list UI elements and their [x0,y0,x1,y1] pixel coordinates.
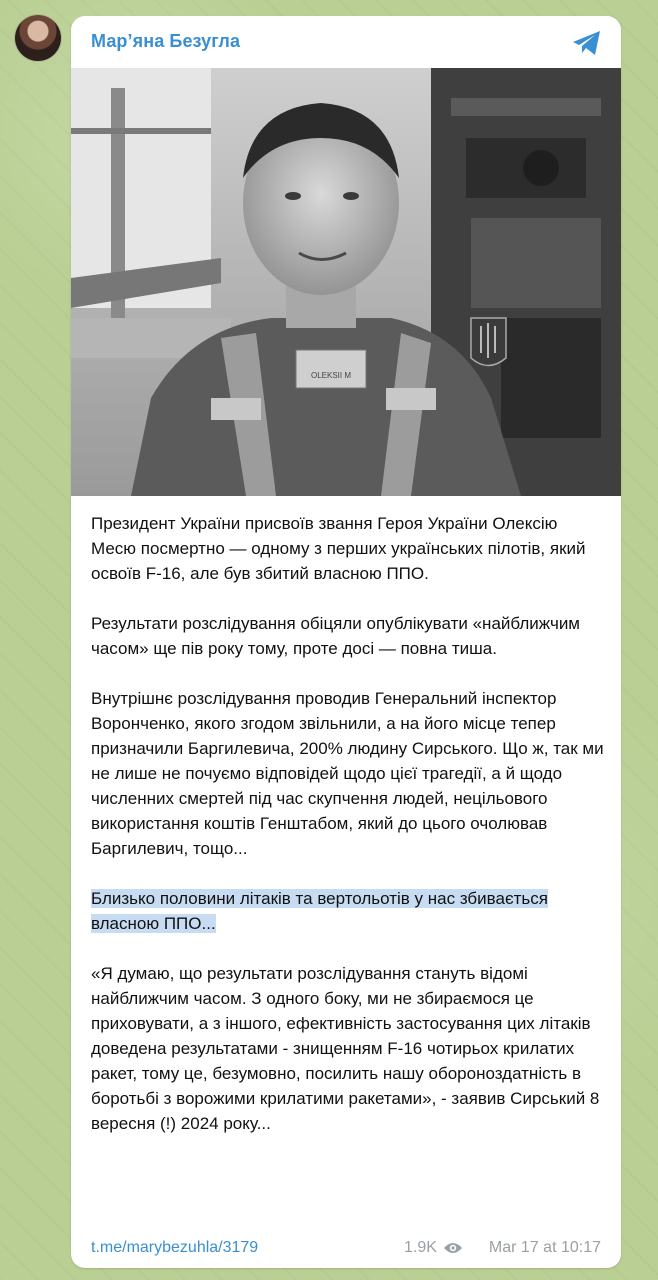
paragraph-1: Президент України присвоїв звання Героя України Олексію Месю посмертно — одному з перших українських пілотів, який освоїв F-16, але був збитий власною ППО. [91,514,586,583]
message-footer [91,1239,601,1263]
message-meta [404,1239,601,1257]
name-patch-text: OLEKSII M [310,371,352,380]
post-link[interactable]: t.me/marybezuhla/3179 [91,1239,259,1256]
message-date: Mar 17 at 10:17 [488,1239,601,1256]
highlighted-text: Близько половини літаків та вертольотів у нас збивається власною ППО... [91,889,548,933]
paragraph-2: Результати розслідування обіцяли опублікувати «найближчим часом» ще пів року тому, проте досі — повна тиша. [91,614,580,658]
message-text [91,511,607,1161]
telegram-share-icon [571,29,603,57]
message-card [71,16,621,1268]
paragraph-5: «Я думаю, що результати розслідування стануть відомі найближчим часом. З одного боку, ми не збираємося це приховувати, а з іншого, ефективність застосування цих літаків доведена результатами - знищенням F-16 чотирьох крилатих ракет, тому це, безумовно, посилить нашу обороноздатність в боротьбі з ворожими крилатими ракетами», - заявив Сирський 8 вересня (!) 2024 року... [91,964,600,1133]
paragraph-4-highlighted [91,886,607,936]
paragraph-3: Внутрішнє розслідування проводив Генеральний інспектор Воронченко, якого згодом звільнили, а на його місце тепер призначили Баргилевича, 200% людину Сирського. Що ж, так ми не лише не почуємо відповідей щодо цієї трагедії, а й щодо численних смертей під час скупчення людей, нецільового використання коштів Генштабом, який до цього очолював Баргилевич, тощо... [91,689,604,858]
author-name[interactable]: Мар’яна Безугла [91,31,241,51]
pilot-photo-image [71,68,621,496]
eye-icon [443,1241,463,1255]
share-button[interactable] [571,29,603,57]
view-count: 1.9K [404,1239,437,1256]
post-photo[interactable] [71,68,621,496]
message-header [71,16,621,68]
author-avatar[interactable] [15,15,61,61]
